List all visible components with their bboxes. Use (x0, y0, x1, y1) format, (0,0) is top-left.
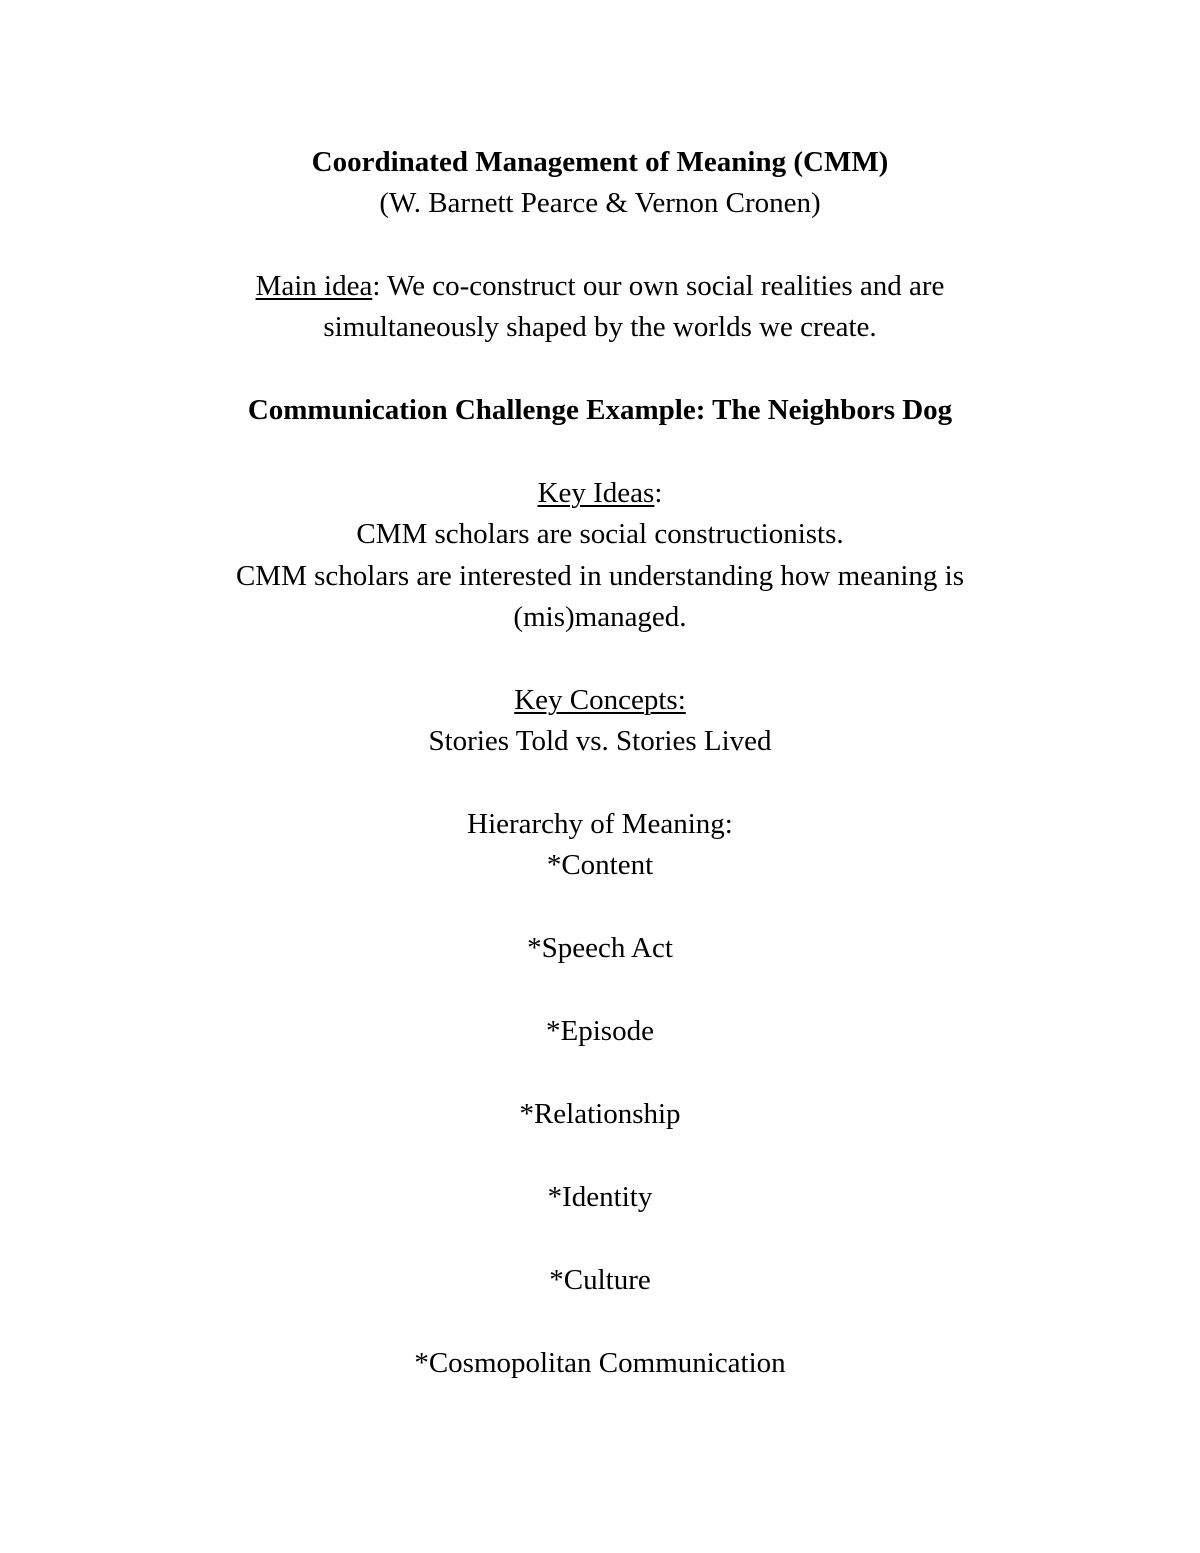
hierarchy-item: *Content (546, 849, 654, 881)
main-idea-line-1 (0, 266, 1200, 306)
hierarchy-item: *Culture (549, 1264, 651, 1296)
key-idea-line: CMM scholars are interested in understanding how meaning is (235, 560, 965, 592)
example-heading: Communication Challenge Example: The Neighbors Dog (247, 394, 953, 426)
hierarchy-item: *Relationship (519, 1098, 681, 1130)
main-idea-text: : We co-construct our own social realities and are (372, 270, 945, 302)
hierarchy-heading: Hierarchy of Meaning: (467, 808, 733, 840)
key-idea-line: CMM scholars are social constructionists. (356, 518, 844, 550)
document-authors: (W. Barnett Pearce & Vernon Cronen) (379, 187, 821, 219)
key-concepts-heading (0, 680, 1200, 720)
main-idea-line-2: simultaneously shaped by the worlds we create. (323, 311, 877, 343)
key-ideas-label: Key Ideas (537, 477, 655, 509)
document-title: Coordinated Management of Meaning (CMM) (311, 146, 889, 178)
main-idea-label: Main idea (255, 270, 373, 302)
stories-concept: Stories Told vs. Stories Lived (428, 725, 772, 757)
key-ideas-colon: : (654, 477, 663, 509)
hierarchy-item: *Identity (547, 1181, 653, 1213)
key-idea-line: (mis)managed. (513, 601, 687, 633)
hierarchy-item: *Speech Act (527, 932, 673, 964)
hierarchy-item: *Episode (546, 1015, 654, 1047)
key-concepts-label: Key Concepts: (514, 684, 686, 716)
key-ideas-heading (0, 473, 1200, 513)
hierarchy-item: *Cosmopolitan Communication (414, 1347, 786, 1379)
